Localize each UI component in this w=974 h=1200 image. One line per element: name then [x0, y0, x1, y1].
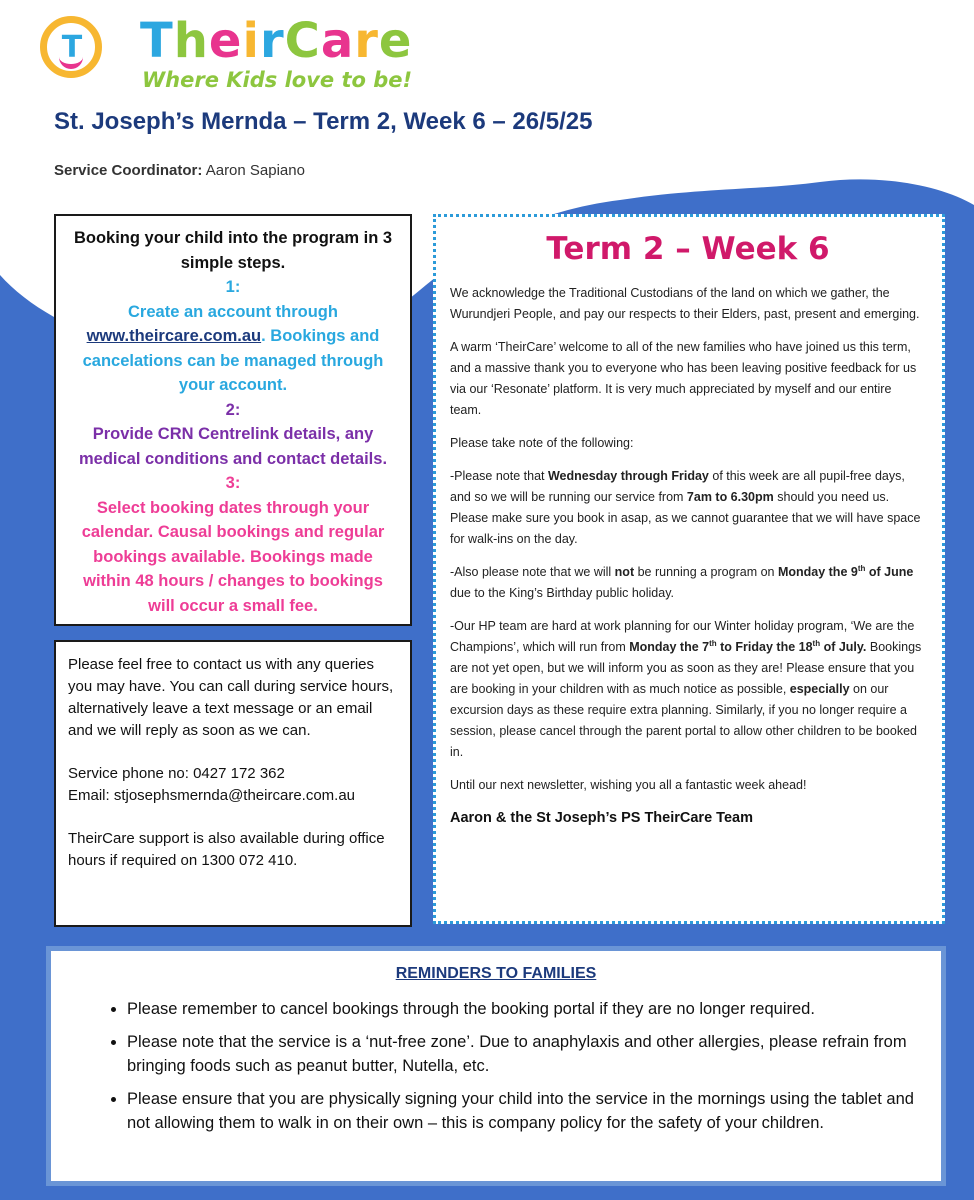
- contact-phone: Service phone no: 0427 172 362: [68, 765, 285, 782]
- booking-steps-heading: Booking your child into the program in 3 simple steps.: [73, 229, 393, 272]
- contact-email: Email: stjosephsmernda@theircare.com.au: [68, 787, 356, 804]
- p3-especially: especially: [789, 682, 850, 696]
- p1-text-a: -Please note that: [450, 469, 548, 483]
- coordinator-label: Service Coordinator:: [54, 162, 203, 179]
- p3-dates: [629, 640, 866, 654]
- logo-smile: [59, 57, 83, 69]
- logo-face-glyph: T: [61, 30, 83, 65]
- p3-start: Monday the 7: [629, 640, 710, 654]
- kings-birthday-notice: [450, 562, 926, 604]
- p2-text-f: due to the King’s Birthday public holiday.: [450, 586, 674, 600]
- signoff: Aaron & the St Joseph’s PS TheirCare Team: [450, 810, 753, 826]
- service-coordinator: [54, 162, 305, 179]
- holiday-program-notice: [450, 616, 926, 763]
- logo-brand-letter: i: [242, 13, 260, 69]
- theircare-logo: [40, 12, 413, 102]
- logo-brand-name: [140, 12, 412, 70]
- p2-not: not: [614, 565, 635, 579]
- contact-support: TheirCare support is also available during office hours if required on 1300 072 410.: [68, 830, 385, 869]
- p3-end: to Friday the 18: [716, 640, 813, 654]
- p3-end-sup: th: [812, 638, 821, 648]
- reminders-box: [46, 946, 946, 1186]
- newsletter-box: [433, 214, 945, 924]
- logo-brand-letter: a: [320, 13, 355, 69]
- list-item: • Please ensure that you are physically signing your child into the service in the mornings using the tablet and not allowing them to walk in on their own – this is company policy for the safety of your children.: [127, 1087, 923, 1136]
- step-1-text: [68, 300, 398, 398]
- p1-text-e: should you need us. Please make sure you book in asap, as we cannot guarantee that we will have space for walk-ins on the day.: [450, 490, 921, 546]
- p2-text-c: be running a program on: [634, 565, 778, 579]
- reminders-list: [69, 997, 923, 1136]
- p2-date-month: of June: [865, 565, 914, 579]
- logo-face-icon: [40, 16, 102, 78]
- acknowledgement: We acknowledge the Traditional Custodians of the land on which we gather, the Wurundjeri People, and pay our respects to their Elders, past, present and emerging.: [450, 286, 920, 321]
- logo-brand-letter: h: [173, 13, 209, 69]
- coordinator-name: Aaron Sapiano: [205, 162, 305, 179]
- logo-brand-letter: T: [140, 13, 174, 69]
- p1-hours: 7am to 6.30pm: [686, 490, 774, 504]
- welcome-message: A warm ‘TheirCare’ welcome to all of the new families who have joined us this term, and a massive thank you to everyone who has been leaving positive feedback for us via our ‘Resonate’ platform. It is very much appreciated by myself and our entire team.: [450, 340, 917, 417]
- step-3-text: Select booking dates through your calendar. Causal bookings and regular bookings available. Bookings made within 48 hours / changes to bookings will occur a small fee.: [81, 498, 385, 615]
- logo-brand-letter: e: [378, 13, 413, 69]
- newsletter-title: Term 2 – Week 6: [546, 231, 830, 267]
- contact-box: [54, 640, 412, 927]
- p1-text-c: of this week are all pupil-free days, and so we will be running our service from: [450, 469, 905, 504]
- theircare-website-link[interactable]: www.theircare.com.au: [86, 327, 262, 345]
- logo-tagline: Where Kids love to be!: [142, 68, 413, 92]
- pupil-free-notice: [450, 466, 926, 550]
- p3-text-a: -Our HP team are hard at work planning for our Winter holiday program, ‘We are the Champions’, which will run from: [450, 619, 915, 654]
- step-1-post: . Bookings and cancelations can be managed through your account.: [82, 327, 384, 394]
- list-item: • Please note that the service is a ‘nut-free zone’. Due to anaphylaxis and other allergies, please refrain from bringing foods such as peanut butter, Nutella, etc.: [127, 1030, 923, 1079]
- step-2-number: 2:: [225, 400, 241, 419]
- p3-start-sup: th: [709, 638, 717, 648]
- logo-brand-letter: r: [354, 13, 379, 69]
- p2-date: [778, 565, 913, 579]
- p3-month: of July.: [820, 640, 867, 654]
- note-intro: Please take note of the following:: [450, 436, 634, 450]
- p3-text-e: Bookings are not yet open, but we will inform you as soon as they are! Please ensure that you are booking in your children with as much notice as possible,: [450, 640, 922, 696]
- logo-brand-letter: e: [208, 13, 243, 69]
- booking-steps-box: [54, 214, 412, 626]
- p2-date-day: Monday the 9: [777, 565, 858, 579]
- p2-date-sup: th: [857, 563, 866, 573]
- p2-text-a: -Also please note that we will: [450, 565, 615, 579]
- closing-message: Until our next newsletter, wishing you all a fantastic week ahead!: [450, 778, 807, 792]
- page-title: St. Joseph’s Mernda – Term 2, Week 6 – 26/5/25: [54, 108, 593, 135]
- logo-brand-letter: r: [259, 13, 285, 69]
- step-1-pre: Create an account through: [128, 302, 338, 321]
- list-item: • Please remember to cancel bookings through the booking portal if they are no longer required.: [127, 997, 923, 1022]
- p3-text-g: on our excursion days as these require extra planning. Similarly, if you no longer require a session, please cancel through the parent portal to allow other children to be booked in.: [450, 682, 917, 759]
- reminders-title: REMINDERS TO FAMILIES: [395, 965, 597, 982]
- contact-intro: Please feel free to contact us with any queries you may have. You can call during service hours, alternatively leave a text message or an email and we will reply as soon as we can.: [68, 656, 394, 739]
- step-1-number: 1:: [225, 278, 241, 296]
- logo-brand-letter: C: [284, 13, 321, 69]
- p1-days: Wednesday through Friday: [547, 469, 709, 483]
- step-3-number: 3:: [225, 474, 241, 492]
- step-2-text: Provide CRN Centrelink details, any medical conditions and contact details.: [78, 425, 388, 468]
